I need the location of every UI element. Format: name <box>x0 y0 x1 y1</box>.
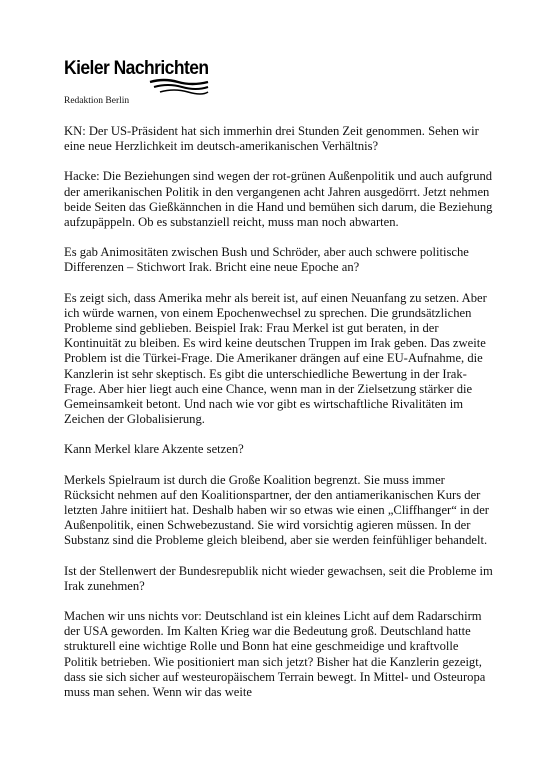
question-paragraph: Kann Merkel klare Akzente setzen? <box>64 442 244 457</box>
question-paragraph: Ist der Stellenwert der Bundesrepublik nicht wieder gewachsen, seit die Probleme im Irak zunehmen? <box>64 563 493 593</box>
document-page <box>64 58 494 715</box>
answer-paragraph: Machen wir uns nichts vor: Deutschland ist ein kleines Licht auf dem Radarschirm der USA geworden. Im Kalten Krieg war die Bedeutung groß. Deutschland hatte strukturell eine wichtige Rolle und Bonn hat eine geschmeidige und kraftvolle Politik betrieben. Wie positioniert man sich jetzt? Bisher hat die Kanzlerin gezeigt, dass sie sich sicher auf westeuropäischem Terrain bewegt. In Mittel- und Osteuropa muss man sehen. Wenn wir das weite <box>64 609 486 700</box>
answer-paragraph: Merkels Spielraum ist durch die Große Koalition begrenzt. Sie muss immer Rücksicht nehmen auf den Koalitionspartner, der den antiamerikanischen Kurs der letzten Jahre initiiert hat. Deshalb haben wir so etwas wie einen „Cliffhanger“ in der Außenpolitik, einen Schwebezustand. Sie wird vorsichtig agieren müssen. In der Substanz sind die Probleme gleich bleibend, aber sie werden feinfühliger behandelt. <box>64 472 490 548</box>
newspaper-logo <box>64 58 224 98</box>
wave-decoration-icon <box>148 78 210 96</box>
department-label: Redaktion Berlin <box>64 96 130 106</box>
question-paragraph: Es gab Animositäten zwischen Bush und Schröder, aber auch schwere politische Differenzen – Stichwort Irak. Bricht eine neue Epoche an? <box>64 245 469 275</box>
question-paragraph: KN: Der US-Präsident hat sich immerhin drei Stunden Zeit genommen. Sehen wir eine neue Herzlichkeit im deutsch-amerikanischen Verhältnis? <box>64 124 479 154</box>
logo-text: Kieler Nachrichten <box>64 58 209 79</box>
answer-paragraph: Hacke: Die Beziehungen sind wegen der rot-grünen Außenpolitik und auch aufgrund der amerikanischen Politik in den vergangenen acht Jahren ausgedörrt. Jetzt nehmen beide Seiten das Gießkännchen in die Hand und bemühen sich darum, die Beziehung aufzupäppeln. Ob es substanziell reicht, muss man noch abwarten. <box>64 169 493 230</box>
answer-paragraph: Es zeigt sich, dass Amerika mehr als bereit ist, auf einen Neuanfang zu setzen. Aber ich würde warnen, von einem Epochenwechsel zu sprechen. Die grundsätzlichen Probleme sind geblieben. Beispiel Irak: Frau Merkel ist gut beraten, in der Kontinuität zu bleiben. Es wird keine deutschen Truppen im Irak geben. Das zweite Problem ist die Türkei-Frage. Die Amerikaner drängen auf eine EU-Aufnahme, die Kanzlerin ist sehr skeptisch. Es gibt die unterschiedliche Bewertung in der Irak-Frage. Aber hier liegt auch eine Chance, wenn man in der Zielsetzung stärker die Gemeinsamkeit betont. Und nach wie vor gibt es wirtschaftliche Rivalitäten im Zeichen der Globalisierung. <box>64 290 487 427</box>
